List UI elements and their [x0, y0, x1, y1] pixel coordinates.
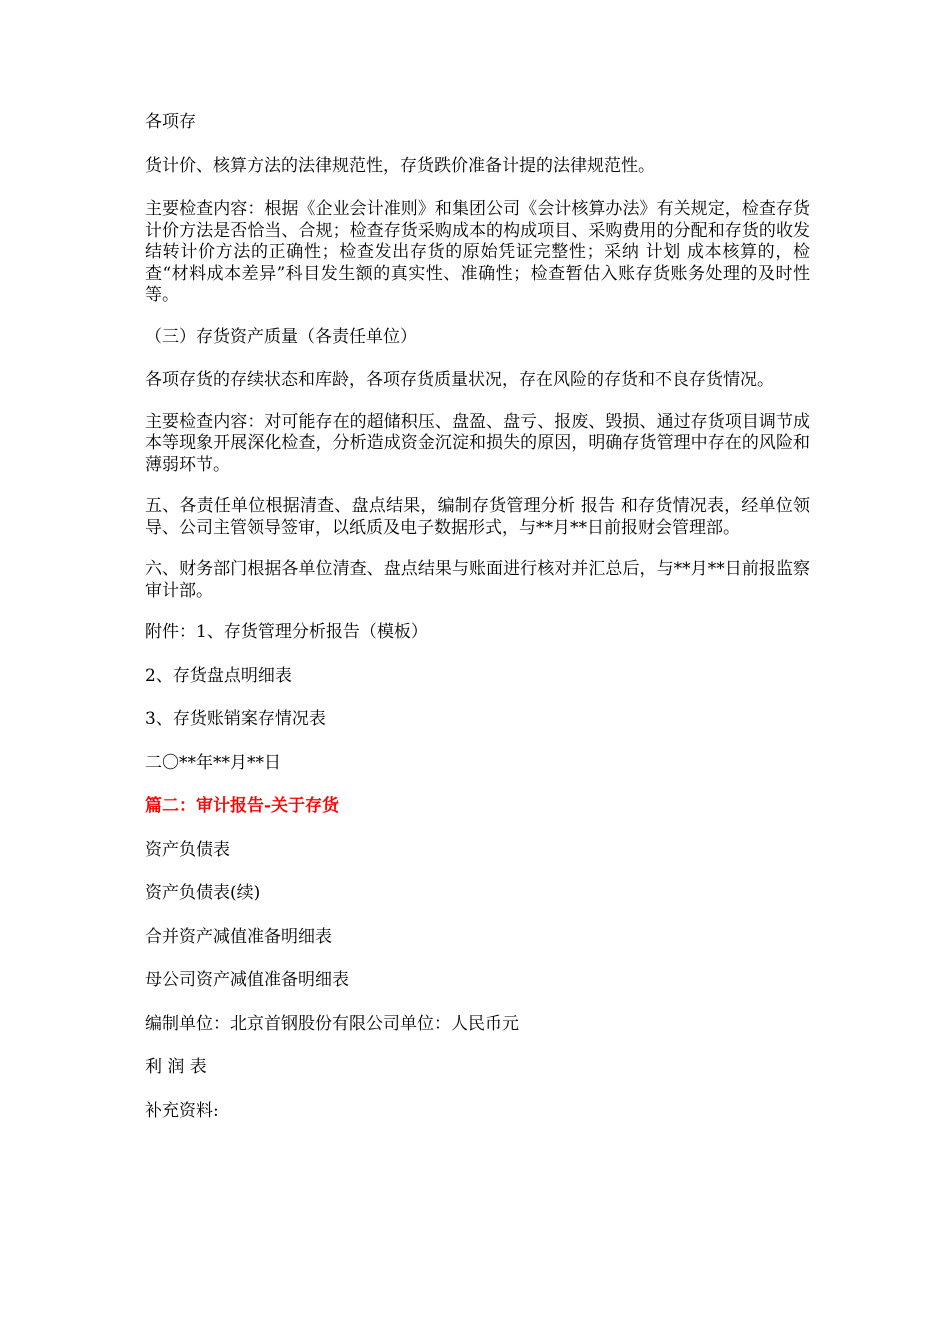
list-item-4: 母公司资产减值准备明细表 [145, 970, 349, 990]
document-body [145, 112, 810, 1144]
paragraph-7: 五、各责任单位根据清查、盘点结果，编制存货管理分析 报告 和存货情况表，经单位领导、公司主管领导签审，以纸质及电子数据形式，与**月**日前报财会管理部。 [145, 496, 810, 538]
list-item-5: 编制单位：北京首钢股份有限公司单位：人民币元 [145, 1013, 519, 1034]
paragraph-1: 各项存 [145, 112, 196, 132]
paragraph-4: （三）存货资产质量（各责任单位） [145, 326, 417, 347]
paragraph-11: 3、存货账销案存情况表 [145, 709, 326, 729]
paragraph-6: 主要检查内容：对可能存在的超储积压、盘盈、盘亏、报废、毁损、通过存货项目调节成本等现象开展深化检查，分析造成资金沉淀和损失的原因，明确存货管理中存在的风险和薄弱环节。 [145, 411, 810, 475]
list-item-3: 合并资产减值准备明细表 [145, 926, 332, 947]
list-item-7: 补充资料: [145, 1100, 219, 1121]
paragraph-2: 货计价、核算方法的法律规范性，存货跌价准备计提的法律规范性。 [145, 155, 655, 176]
list-item-1: 资产负债表 [145, 839, 230, 860]
section-heading: 篇二：审计报告-关于存货 [145, 796, 340, 816]
paragraph-10: 2、存货盘点明细表 [145, 665, 292, 686]
list-item-6: 利 润 表 [145, 1057, 207, 1077]
paragraph-3: 主要检查内容：根据《企业会计准则》和集团公司《会计核算办法》有关规定，检查存货计价方法是否恰当、合规；检查存货采购成本的构成项目、采购费用的分配和存货的收发结转计价方法的正确性；检查发出存货的原始凭证完整性；采纳 计划 成本核算的，检查“材料成本差异”科目发生额的真实性、准确性；检查暂估入账存货账务处理的及时性等。 [145, 199, 810, 305]
paragraph-5: 各项存货的存续状态和库龄，各项存货质量状况，存在风险的存货和不良存货情况。 [145, 370, 774, 390]
paragraph-9: 附件：1、存货管理分析报告（模板） [145, 622, 428, 642]
paragraph-12: 二〇**年**月**日 [145, 752, 281, 773]
paragraph-8: 六、财务部门根据各单位清查、盘点结果与账面进行核对并汇总后，与**月**日前报监察审计部。 [145, 559, 810, 601]
list-item-2: 资产负债表(续) [145, 883, 261, 903]
